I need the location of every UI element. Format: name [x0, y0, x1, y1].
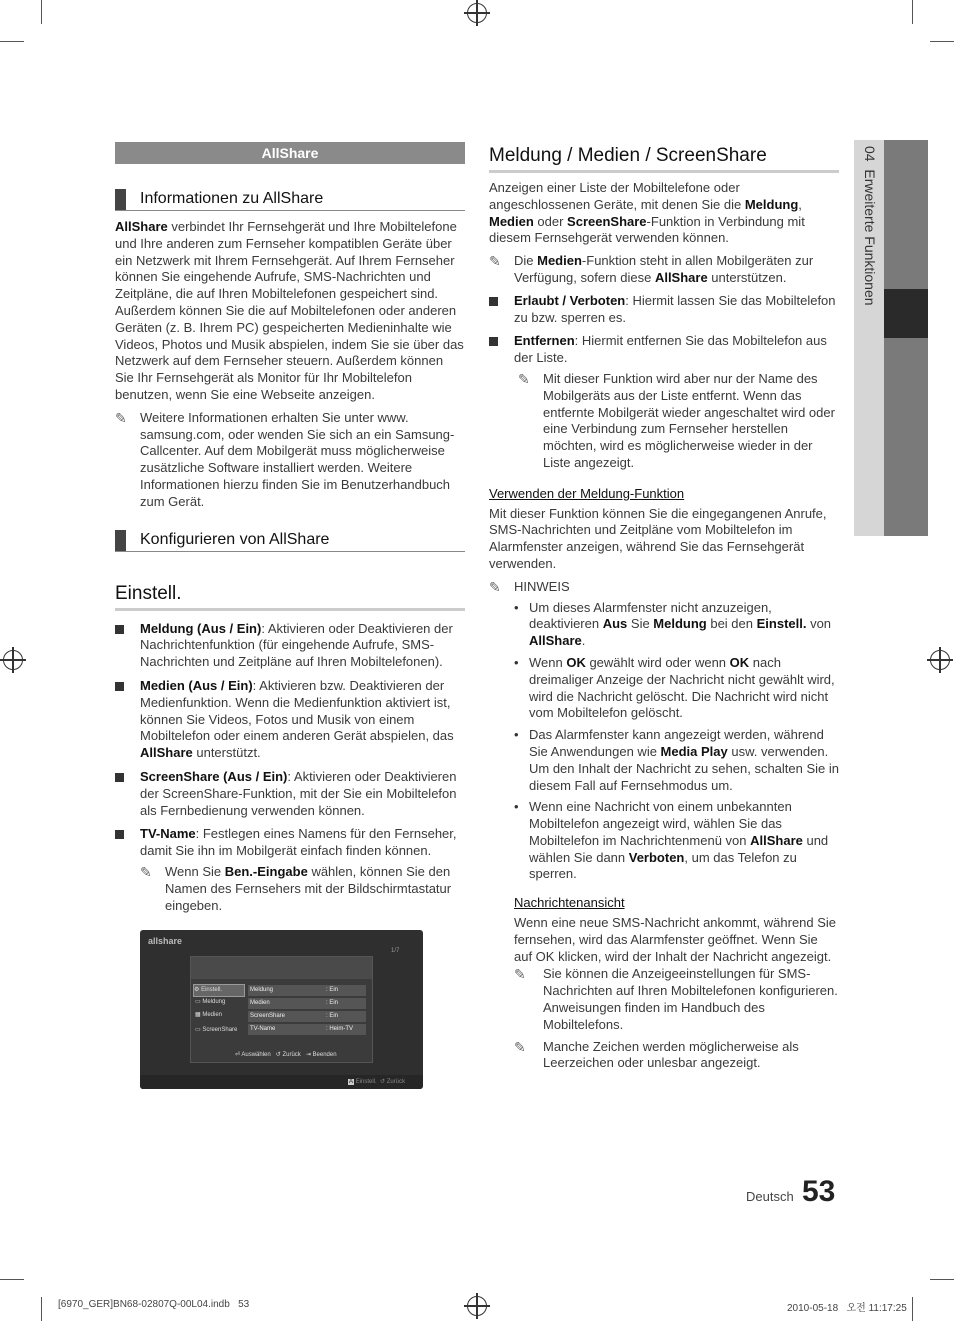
- screen-bottom-text: A Einstell. ↺ Zurück: [349, 1079, 406, 1085]
- note: ✎ Die Medien-Funktion steht in allen Mobilgeräten zur Verfügung, sofern diese AllShare unterstützen.: [489, 253, 814, 285]
- side-tab-label: 04 Erweiterte Funktionen: [862, 146, 878, 306]
- paragraph: Mit dieser Funktion können Sie die eingegangenen Anrufe, SMS-Nachrichten und Zeitpläne vom Mobiltelefon im Alarmfenster anzeigen, während Sie das Fernsehgerät verwenden.: [489, 505, 827, 571]
- sub-heading: Verwenden der Meldung-Funktion: [489, 485, 685, 501]
- menu-item-screenshare[interactable]: ▭ ScreenShare: [195, 1027, 238, 1033]
- crop-mark: [930, 41, 954, 42]
- print-file-info: [6970_GER]BN68-02807Q-00L04.indb 53: [58, 1299, 250, 1310]
- settings-window: [190, 956, 373, 1063]
- note: ✎ Manche Zeichen werden möglicherweise als Leerzeichen oder unlesbar angezeigt.: [514, 1038, 799, 1071]
- paragraph: Wenn eine neue SMS-Nachricht ankommt, während Sie fernsehen, wird das Alarmfenster geöffnet. Wenn Sie auf OK klicken, wird der Inhalt der Nachricht angezeigt.: [514, 915, 837, 964]
- hint-item: • Um dieses Alarmfenster nicht anzuzeigen, deaktivieren Aus Sie Meldung bei den Einstell. von AllShare.: [514, 599, 832, 649]
- screen-icon: ▭: [195, 1027, 201, 1033]
- intro-paragraph: Anzeigen einer Liste der Mobiltelefone oder angeschlossenen Geräte, mit denen Sie die Meldung, Medien oder ScreenShare-Funktion in Verbindung mit diesem Fernsehgerät verwenden können.: [489, 180, 805, 246]
- registration-mark-icon: [930, 650, 950, 670]
- registration-mark-icon: [467, 3, 487, 23]
- note: ✎ Wenn Sie Ben.-Eingabe wählen, können Sie den Namen des Fernsehers mit der Bildschirmtastatur eingeben.: [140, 863, 452, 913]
- tv-screenshot: [140, 930, 423, 1089]
- setting-row[interactable]: ScreenShare : Ein: [248, 1011, 366, 1022]
- crop-mark: [930, 1279, 954, 1280]
- hint-item: • Das Alarmfenster kann angezeigt werden, während Sie Anwendungen wie Media Play usw. verwenden. Um den Inhalt der Nachricht zu sehen, schalten Sie in diesem Fall auf Fernsehmodus um.: [514, 727, 840, 793]
- gear-icon: ⚙: [194, 987, 200, 993]
- list-item: Meldung (Aus / Ein): Aktivieren oder Deaktivieren der Nachrichtenfunktion (für eingehende Aufrufe, SMS-Nachrichten und Zeitpläne auf Ihren Mobiltelefonen).: [115, 621, 465, 671]
- pencil-icon: ✎: [514, 966, 526, 983]
- setting-row[interactable]: Meldung : Ein: [248, 985, 366, 996]
- print-date-info: 2010-05-18 오전 11:17:25: [787, 1303, 907, 1314]
- section-banner: AllShare: [115, 142, 465, 164]
- setting-row[interactable]: Medien : Ein: [248, 998, 366, 1009]
- pencil-icon: ✎: [140, 863, 152, 880]
- hint-item: • Wenn OK gewählt wird oder wenn OK nach dreimaliger Anzeige der Nachricht nicht gewählt wird, wird die Nachricht gelöscht. Die Nachricht wird nicht vom Mobiltelefon gelöscht.: [514, 654, 835, 721]
- list-item: TV-Name: Festlegen eines Namens für den Fernseher, damit Sie ihn im Mobilgerät einfach finden können.: [115, 826, 465, 860]
- section-heading: Konfigurieren von AllShare: [115, 529, 465, 552]
- setting-row[interactable]: TV-Name : Heim-TV: [248, 1024, 366, 1035]
- registration-mark-icon: [3, 650, 23, 670]
- footer-language: Deutsch: [746, 1189, 794, 1204]
- page-indicator: 1/7: [391, 948, 400, 954]
- window-footer: ⏎ Auswählen ↺ Zurück ⇥ Beenden: [235, 1052, 337, 1058]
- side-tab-marker: [884, 289, 928, 338]
- crop-mark: [41, 0, 42, 24]
- menu-item-meldung[interactable]: ▭ Meldung: [195, 999, 226, 1005]
- pencil-icon: ✎: [489, 253, 501, 270]
- right-heading: Meldung / Medien / ScreenShare: [489, 144, 839, 173]
- note: ✎ Mit dieser Funktion wird aber nur der Name des Mobilgeräts aus der Liste entfernt. Wenn das entfernte Mobilgerät wieder angeschaltet wird oder eine Verbindung zum Fernseher herstellen möchten, wird es möglicherweise wieder in der Liste angezeigt.: [518, 370, 835, 470]
- registration-mark-icon: [467, 1296, 487, 1316]
- return-icon: ↺: [380, 1079, 386, 1085]
- list-item: Erlaubt / Verboten: Hiermit lassen Sie das Mobiltelefon zu bzw. sperren es.: [489, 293, 839, 327]
- section-heading: Informationen zu AllShare: [115, 188, 465, 211]
- side-tab-dark: [884, 140, 928, 536]
- menu-item-einstell[interactable]: ⚙ Einstell.: [193, 984, 245, 997]
- window-header: [191, 957, 372, 979]
- crop-mark: [912, 0, 913, 24]
- allshare-logo: allshare: [148, 936, 183, 946]
- message-icon: ▭: [195, 999, 201, 1005]
- menu-item-medien[interactable]: ▦ Medien: [195, 1012, 223, 1018]
- pencil-icon: ✎: [518, 370, 530, 387]
- list-item: ScreenShare (Aus / Ein): Aktivieren oder Deaktivieren der ScreenShare-Funktion, mit der Sie ein Mobiltelefon als Fernbedienung verwenden können.: [115, 769, 465, 819]
- right-column: [489, 144, 839, 1072]
- enter-icon: ⏎: [235, 1052, 241, 1058]
- pencil-icon: ✎: [489, 578, 501, 595]
- crop-mark: [0, 41, 24, 42]
- hint-item: • Wenn eine Nachricht von einem unbekannten Mobiltelefon angezeigt wird, wählen Sie das Mobiltelefon im Nachrichtenmenü von AllShare und wählen Sie dann Verboten, um das Telefon zu sperren.: [514, 799, 829, 882]
- crop-mark: [0, 1279, 24, 1280]
- intro-paragraph: AllShare verbindet Ihr Fernsehgerät und Ihre Mobiltelefone und Ihre anderen zum Fernseher kompatiblen Geräte über ein Netzwerk mit Ihrem Fernsehgerät. Auf Ihrem Fernseher können Sie eingehende Aufrufe, SMS-Nachrichten und Zeitpläne, die auf Ihren Mobiltelefonen gespeichert sind. Außerdem können Sie die auf Mobiltelefonen oder anderen Geräten (z. B. Ihrem PC) gespeicherten Medieninhalte wie Videos, Photos und Musik abspielen, indem Sie sie über das Netzwerk auf dem Fernseher steuern. Außerdem können Sie Ihr Fernsehgerät als Monitor für Ihr Mobiltelefon benutzen, wenn Sie eine Webseite anzeigen.: [115, 219, 464, 402]
- einstell-heading: Einstell.: [115, 582, 465, 611]
- left-column: [115, 142, 465, 914]
- sub-heading: Nachrichtenansicht: [514, 895, 625, 911]
- note: ✎ Weitere Informationen erhalten Sie unter www. samsung.com, oder wenden Sie sich an ein Samsung-Callcenter. Auf dem Mobilgerät muss möglicherweise zusätzliche Software installiert werden. Weitere Informationen hierzu finden Sie im Benutzerhandbuch zum Gerät.: [115, 409, 455, 509]
- pencil-icon: ✎: [514, 1038, 526, 1055]
- return-icon: ↺: [275, 1052, 281, 1058]
- exit-icon: ⇥: [305, 1052, 311, 1058]
- pencil-icon: ✎: [115, 409, 127, 426]
- list-item: Entfernen: Hiermit entfernen Sie das Mobiltelefon aus der Liste.: [489, 333, 839, 367]
- note-heading: ✎ HINWEIS: [489, 578, 570, 595]
- note: ✎ Sie können die Anzeigeeinstellungen für SMS-Nachrichten auf Ihren Mobiltelefonen konfigurieren. Anweisungen finden im Handbuch des Mobiltelefons.: [514, 966, 838, 1032]
- a-button-icon: A: [349, 1079, 354, 1085]
- crop-mark: [912, 1297, 913, 1321]
- crop-mark: [41, 1297, 42, 1321]
- list-item: Medien (Aus / Ein): Aktivieren bzw. Deaktivieren der Medienfunktion. Wenn die Medienfunktion aktiviert ist, können Sie Videos, Fotos und Musik von einem Mobiltelefon oder einem anderen Gerät abspielen, das AllShare unterstützt.: [115, 678, 465, 762]
- page-number: 53: [802, 1175, 836, 1208]
- media-icon: ▦: [195, 1012, 201, 1018]
